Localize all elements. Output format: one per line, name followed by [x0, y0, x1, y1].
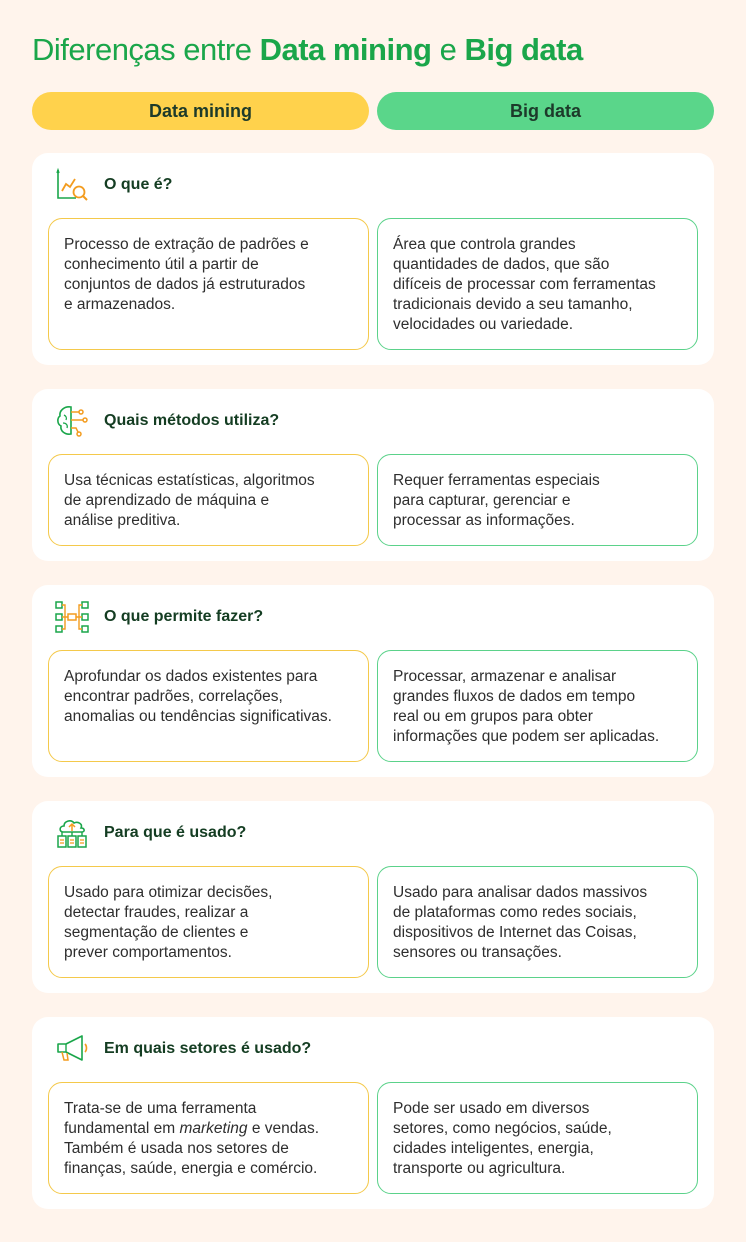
data-mining-emphasis: marketing — [179, 1120, 248, 1137]
data-mining-text: Usado para otimizar decisões, detectar fraudes, realizar a segmentação de clientes e prever comportamentos. — [64, 884, 273, 961]
big-data-card — [377, 650, 698, 762]
data-mining-text-line: Trata-se de uma ferramenta — [64, 1100, 257, 1117]
big-data-text: Pode ser usado em diversos setores, como negócios, saúde, cidades inteligentes, energia, transporte ou agricultura. — [393, 1100, 612, 1177]
section-header — [54, 815, 246, 851]
section-header — [54, 167, 172, 203]
data-mining-card — [48, 1082, 369, 1194]
big-data-text: Requer ferramentas especiais para capturar, gerenciar e processar as informações. — [393, 472, 600, 529]
data-mining-card — [48, 650, 369, 762]
page-title — [32, 32, 583, 68]
section-what-allows — [32, 585, 714, 777]
section-what-is — [32, 153, 714, 365]
network-nodes-icon — [54, 599, 90, 635]
section-title: O que é? — [104, 176, 173, 193]
section-header — [54, 599, 263, 635]
data-mining-card — [48, 866, 369, 978]
section-title: Quais métodos utiliza? — [104, 412, 280, 429]
section-methods — [32, 389, 714, 561]
data-mining-card — [48, 218, 369, 350]
section-title: Para que é usado? — [104, 824, 247, 841]
column-header-big-data: Big data — [377, 92, 714, 130]
title-term-data-mining: Data mining — [259, 32, 432, 67]
section-sectors — [32, 1017, 714, 1209]
section-title: Em quais setores é usado? — [104, 1040, 312, 1057]
data-mining-text-line: e vendas. — [247, 1120, 320, 1137]
big-data-text: Processar, armazenar e analisar grandes fluxos de dados em tempo real ou em grupos para obter informações que podem ser aplicadas. — [393, 668, 660, 745]
cloud-servers-icon — [54, 815, 90, 851]
title-prefix: Diferenças entre — [32, 32, 260, 67]
data-mining-text-line: Também é usada nos setores de finanças, saúde, energia e comércio. — [64, 1140, 318, 1177]
title-middle: e — [431, 32, 465, 67]
section-what-for — [32, 801, 714, 993]
big-data-card — [377, 1082, 698, 1194]
big-data-text: Usado para analisar dados massivos de plataformas como redes sociais, dispositivos de Internet das Coisas, sensores ou transações. — [393, 884, 648, 961]
data-mining-text: Usa técnicas estatísticas, algoritmos de aprendizado de máquina e análise preditiva. — [64, 472, 315, 529]
data-mining-card — [48, 454, 369, 546]
data-mining-text-line: fundamental em — [64, 1120, 180, 1137]
data-mining-text — [64, 1099, 354, 1179]
big-data-text: Área que controla grandes quantidades de dados, que são difíceis de processar com ferramentas tradicionais devido a seu tamanho, velocidades ou variedade. — [393, 236, 656, 333]
data-mining-text: Processo de extração de padrões e conhecimento útil a partir de conjuntos de dados já estruturados e armazenados. — [64, 236, 309, 313]
big-data-card — [377, 218, 698, 350]
section-title: O que permite fazer? — [104, 608, 264, 625]
title-term-big-data: Big data — [464, 32, 583, 67]
section-header — [54, 1031, 311, 1067]
section-header — [54, 403, 279, 439]
column-header-data-mining: Data mining — [32, 92, 369, 130]
megaphone-icon — [54, 1031, 90, 1067]
big-data-card — [377, 866, 698, 978]
chart-search-icon — [54, 167, 90, 203]
big-data-card — [377, 454, 698, 546]
data-mining-text: Aprofundar os dados existentes para encontrar padrões, correlações, anomalias ou tendências significativas. — [64, 668, 332, 725]
brain-circuit-icon — [54, 403, 90, 439]
